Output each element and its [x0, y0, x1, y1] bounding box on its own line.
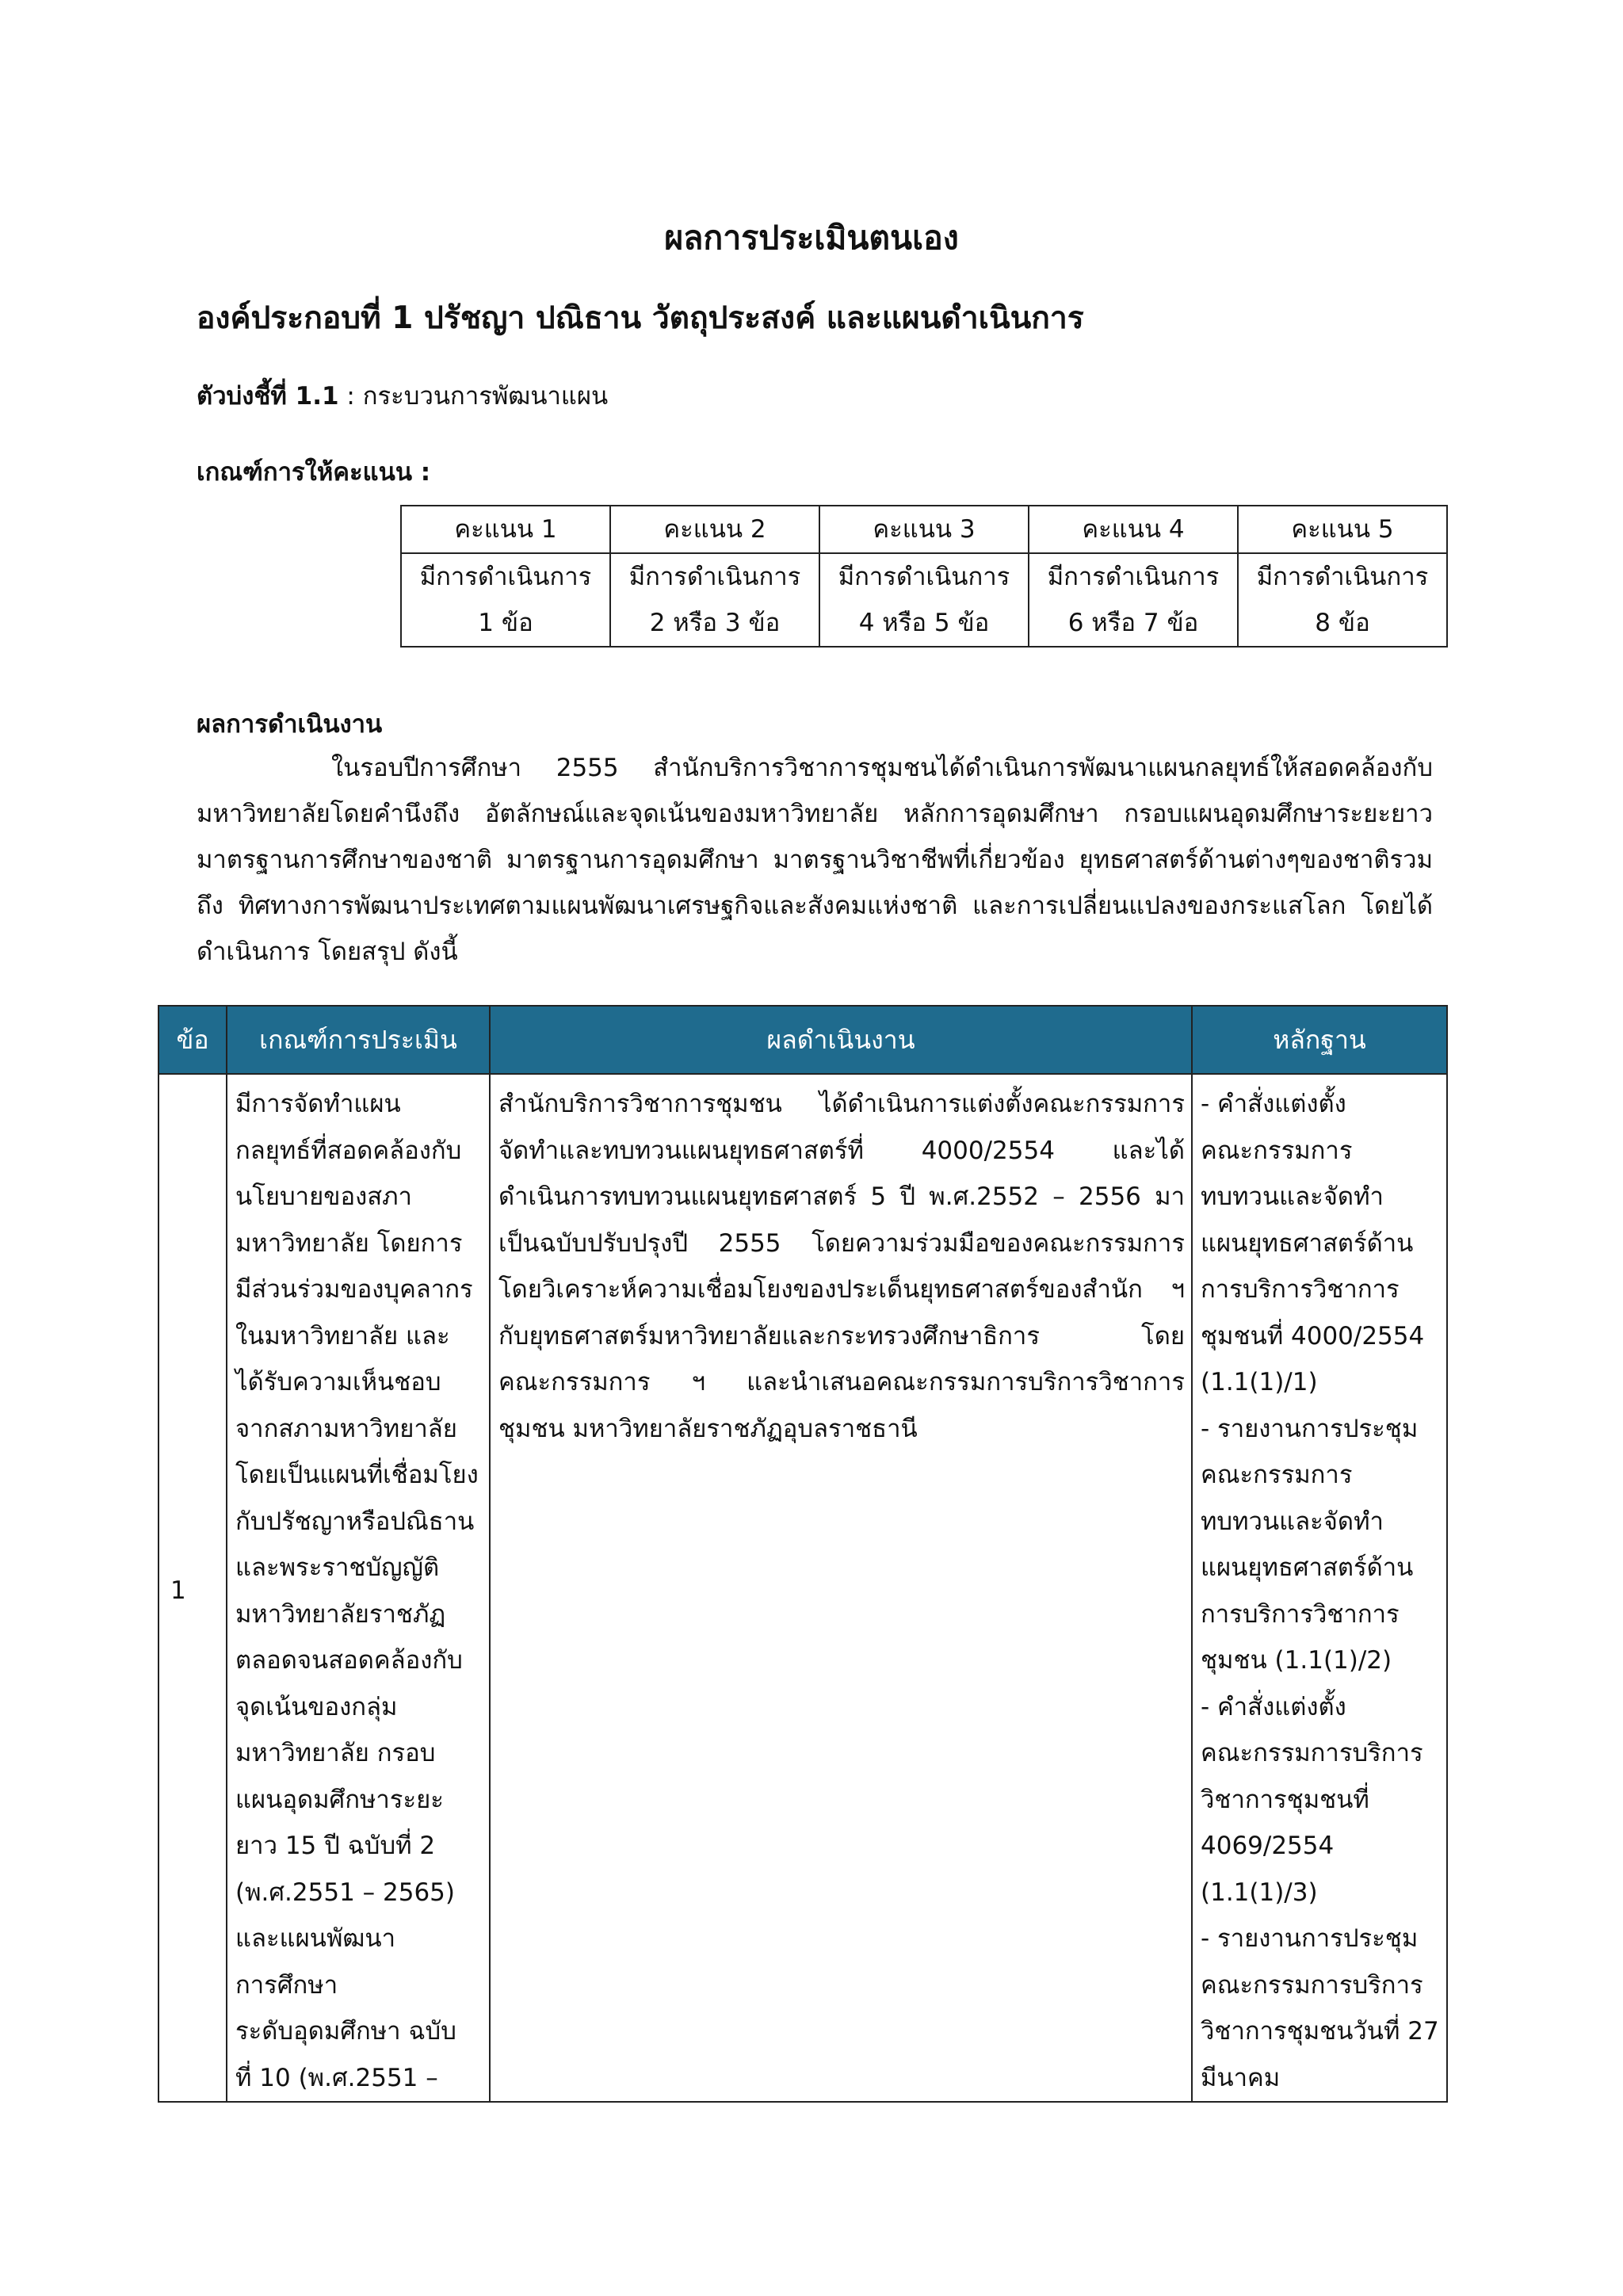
criteria-line: ได้รับความเห็นชอบ [235, 1368, 441, 1396]
evidence-line: 4069/2554 [1201, 1832, 1335, 1860]
indicator-text: กระบวนการพัฒนาแผน [362, 382, 609, 411]
evidence-line: แผนยุทธศาสตร์ด้าน [1201, 1228, 1414, 1258]
section-title: องค์ประกอบที่ 1 ปรัชญา ปณิธาน วัตถุประสงค์ และแผนดำเนินการ [197, 300, 1084, 336]
evidence-line: การบริการวิชาการ [1201, 1275, 1400, 1304]
evidence-line: คณะกรรมการบริการ [1201, 1970, 1423, 2000]
evidence-line: - คำสั่งแต่งตั้ง [1201, 1692, 1346, 1721]
criteria-line: การศึกษา [235, 1970, 338, 2000]
result-line: กับยุทธศาสตร์มหาวิทยาลัยและกระทรวงศึกษาธิการ โดย [498, 1321, 1185, 1350]
criteria-line: จากสภามหาวิทยาลัย [235, 1414, 457, 1443]
criteria-line: โดยเป็นแผนที่เชื่อมโยง [235, 1461, 479, 1489]
criteria-line: นโยบายของสภา [235, 1182, 412, 1211]
result-line: คณะกรรมการ ฯ และนำเสนอคณะกรรมการบริการวิชาการ [498, 1368, 1185, 1396]
header-criteria: เกณฑ์การประเมิน [227, 1006, 490, 1074]
evidence-line: ทบทวนและจัดทำ [1201, 1507, 1384, 1536]
evidence-line: มีนาคม [1201, 2063, 1281, 2092]
evidence-line: ชุมชนที่ 4000/2554 [1201, 1321, 1425, 1350]
criteria-line: มีส่วนร่วมของบุคลากร [235, 1275, 473, 1304]
criteria-line: ระดับอุดมศึกษา ฉบับ [235, 2017, 456, 2046]
score-cell-line2: 6 หรือ 7 ข้อ [1067, 609, 1199, 637]
page-title: ผลการประเมินตนเอง [664, 219, 959, 257]
evidence-line: แผนยุทธศาสตร์ด้าน [1201, 1553, 1414, 1582]
assessment-header-row [158, 1006, 1447, 1074]
indicator-line [197, 376, 608, 415]
header-evidence: หลักฐาน [1192, 1006, 1447, 1074]
result-line: ชุมชน มหาวิทยาลัยราชภัฏอุบลราชธานี [498, 1414, 918, 1443]
criteria-line: และพระราชบัญญัติ [235, 1553, 440, 1582]
result-line: ดำเนินการทบทวนแผนยุทธศาสตร์ 5 ปี พ.ศ.2552 – 2556 มา [498, 1182, 1185, 1211]
row-number: 1 [158, 1074, 227, 2102]
result-line: โดยวิเคราะห์ความเชื่อมโยงของประเด็นยุทธศาสตร์ของสำนัก ฯ [498, 1275, 1185, 1304]
result-line: สำนักบริการวิชาการชุมชน ได้ดำเนินการแต่งตั้งคณะกรรมการ [498, 1090, 1185, 1118]
score-cell [401, 553, 610, 647]
criteria-line: กับปรัชญาหรือปณิธาน [235, 1507, 475, 1536]
score-cell-line2: 2 หรือ 3 ข้อ [649, 609, 781, 637]
result-line: เป็นฉบับปรับปรุงปี 2555 โดยความร่วมมือของคณะกรรมการ [498, 1228, 1185, 1258]
evidence-line: การบริการวิชาการ [1201, 1599, 1400, 1629]
evidence-line: ทบทวนและจัดทำ [1201, 1182, 1384, 1211]
evidence-line: คณะกรรมการบริการ [1201, 1739, 1423, 1767]
criteria-line: ตลอดจนสอดคล้องกับ [235, 1646, 463, 1675]
results-paragraph-text: ในรอบปีการศึกษา 2555 สำนักบริการวิชาการชุมชนได้ดำเนินการพัฒนาแผนกลยุทธ์ให้สอดคล้องกับมหาวิทยาลัยโดยคำนึงถึง อัตลักษณ์และจุดเน้นของมหาวิทยาลัย หลักการอุดมศึกษา กรอบแผนอุดมศึกษาระยะยาว มาตรฐานการศึกษาของชาติ มาตรฐานการอุดมศึกษา มาตรฐานวิชาชีพที่เกี่ยวข้อง ยุทธศาสตร์ด้านต่างๆของชาติรวมถึง ทิศทางการพัฒนาประเทศตามแผนพัฒนาเศรษฐกิจและสังคมแห่งชาติ และการเปลี่ยนแปลงของกระแสโลก โดยได้ดำเนินการ โดยสรุป ดังนี้ [197, 754, 1433, 966]
criteria-line: มหาวิทยาลัย โดยการ [235, 1228, 463, 1258]
score-header: คะแนน 2 [610, 506, 819, 553]
score-cell-line1: มีการดำเนินการ [628, 563, 801, 591]
criteria-cell [227, 1074, 490, 2102]
score-cell-line1: มีการดำเนินการ [838, 563, 1010, 591]
score-cell-line1: มีการดำเนินการ [1256, 563, 1429, 591]
header-result: ผลดำเนินงาน [490, 1006, 1192, 1074]
score-cell [1029, 553, 1238, 647]
results-paragraph [197, 745, 1433, 975]
score-cell-line2: 8 ข้อ [1315, 609, 1370, 637]
result-cell [490, 1074, 1192, 2102]
criteria-line: แผนอุดมศึกษาระยะ [235, 1785, 444, 1814]
criteria-line: มีการจัดทำแผน [235, 1090, 401, 1118]
evidence-line: - รายงานการประชุม [1201, 1924, 1419, 1953]
criteria-line: (พ.ศ.2551 – 2565) [235, 1878, 456, 1907]
evidence-line: คณะกรรมการ [1201, 1136, 1353, 1165]
evidence-line: ชุมชน (1.1(1)/2) [1201, 1646, 1392, 1675]
criteria-line: จุดเน้นของกลุ่ม [235, 1692, 398, 1721]
evidence-line: วิชาการชุมชนที่ [1201, 1785, 1369, 1814]
criteria-line: ที่ 10 (พ.ศ.2551 – [235, 2063, 438, 2092]
evidence-line: วิชาการชุมชนวันที่ 27 [1201, 2017, 1439, 2046]
assessment-table [158, 1005, 1448, 2103]
evidence-line: (1.1(1)/3) [1201, 1878, 1318, 1907]
indicator-separator: : [338, 382, 363, 411]
header-no: ข้อ [158, 1006, 227, 1074]
score-cell-line1: มีการดำเนินการ [1047, 563, 1220, 591]
evidence-line: (1.1(1)/1) [1201, 1368, 1318, 1396]
indicator-label: ตัวบ่งชี้ที่ 1.1 [197, 382, 339, 411]
evidence-line: คณะกรรมการ [1201, 1461, 1353, 1489]
score-cell-line2: 1 ข้อ [478, 609, 533, 637]
criteria-line: ยาว 15 ปี ฉบับที่ 2 [235, 1832, 436, 1860]
table-row [158, 1074, 1447, 2102]
score-header: คะแนน 4 [1029, 506, 1238, 553]
criteria-line: และแผนพัฒนา [235, 1924, 395, 1953]
criteria-line: กลยุทธ์ที่สอดคล้องกับ [235, 1136, 462, 1165]
score-cell [1238, 553, 1447, 647]
criteria-heading: เกณฑ์การให้คะแนน : [197, 458, 431, 487]
criteria-line: ในมหาวิทยาลัย และ [235, 1321, 450, 1350]
score-header: คะแนน 1 [401, 506, 610, 553]
score-cell [819, 553, 1029, 647]
score-cell-line2: 4 หรือ 5 ข้อ [858, 609, 990, 637]
score-header: คะแนน 5 [1238, 506, 1447, 553]
score-table [400, 505, 1448, 648]
score-cell-line1: มีการดำเนินการ [419, 563, 592, 591]
result-line: จัดทำและทบทวนแผนยุทธศาสตร์ที่ 4000/2554 และได้ [498, 1136, 1185, 1165]
score-header: คะแนน 3 [819, 506, 1029, 553]
evidence-line: - คำสั่งแต่งตั้ง [1201, 1090, 1346, 1118]
evidence-line: - รายงานการประชุม [1201, 1414, 1419, 1443]
criteria-line: มหาวิทยาลัย กรอบ [235, 1739, 436, 1767]
score-criteria-row [401, 553, 1447, 647]
evidence-cell [1192, 1074, 1447, 2102]
score-cell [610, 553, 819, 647]
criteria-line: มหาวิทยาลัยราชภัฏ [235, 1599, 446, 1629]
score-header-row [401, 506, 1447, 553]
results-heading: ผลการดำเนินงาน [197, 710, 383, 739]
